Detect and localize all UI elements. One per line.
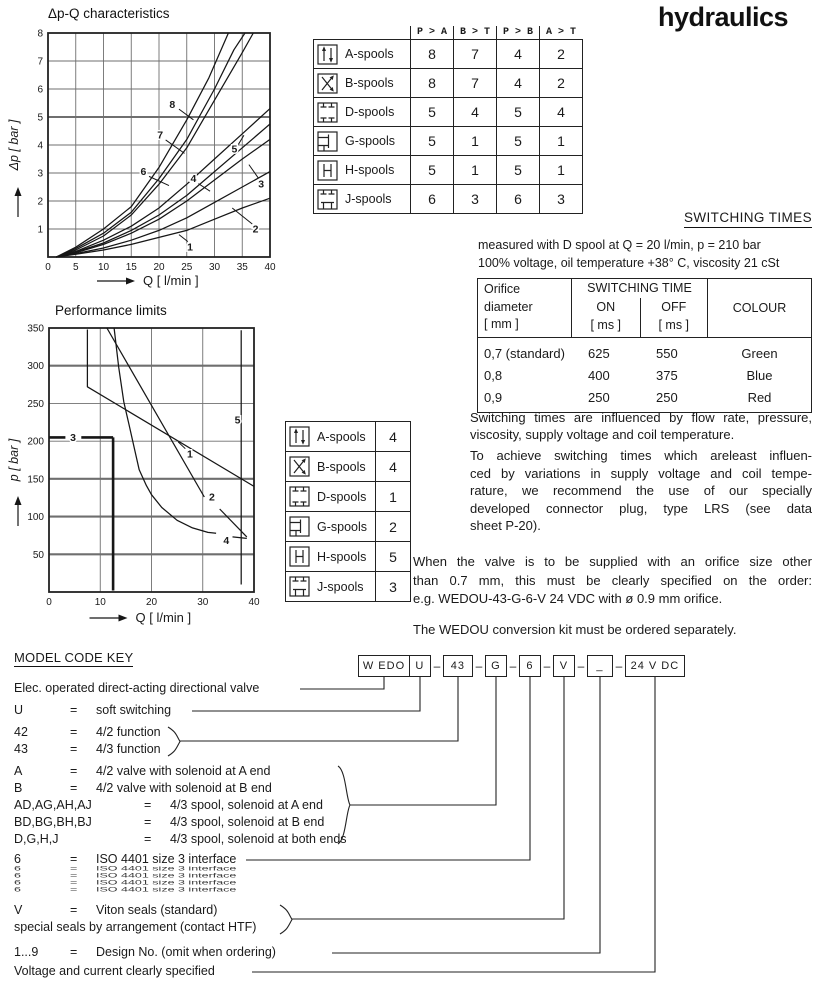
svg-text:2: 2 bbox=[209, 491, 215, 504]
model-code-code: 42 bbox=[14, 725, 28, 739]
model-code-equals: = bbox=[70, 886, 78, 894]
performance-chart-title: Performance limits bbox=[55, 303, 167, 318]
model-code-desc: Viton seals (standard) bbox=[96, 903, 218, 917]
model-code-desc: ISO 4401 size 3 interface bbox=[96, 852, 237, 866]
spool-label: B-spools bbox=[345, 76, 394, 90]
switching-times-table bbox=[477, 278, 812, 413]
model-code-desc: 4/2 valve with solenoid at A end bbox=[96, 764, 271, 778]
model-code-row bbox=[14, 886, 236, 894]
svg-text:5: 5 bbox=[231, 143, 238, 156]
svg-text:3: 3 bbox=[37, 168, 43, 180]
spool-label: G-spools bbox=[317, 519, 368, 534]
model-code-row bbox=[14, 903, 217, 919]
model-code-row bbox=[14, 945, 276, 961]
model-code-row bbox=[14, 920, 256, 936]
model-code-code: 6 bbox=[14, 879, 21, 887]
spool-row-label bbox=[314, 127, 411, 156]
svg-text:0: 0 bbox=[45, 262, 51, 273]
orifice-header: Orifice diameter [ mm ] bbox=[478, 279, 572, 337]
model-code-equals: = bbox=[70, 742, 78, 756]
spool-table-body bbox=[285, 421, 411, 602]
spool-value-cell: 4 bbox=[497, 40, 540, 69]
conversion-kit-note: The WEDOU conversion kit must be ordered separately. bbox=[413, 622, 737, 637]
svg-text:350: 350 bbox=[27, 323, 44, 335]
model-code-dash: – bbox=[577, 659, 585, 673]
model-code-desc: 4/3 spool, solenoid at A end bbox=[170, 798, 323, 812]
model-code-box: 43 bbox=[443, 655, 473, 677]
spool-value-cell: 5 bbox=[411, 127, 454, 156]
orifice-order-note bbox=[413, 553, 812, 609]
svg-text:40: 40 bbox=[248, 597, 260, 608]
switching-table-body bbox=[478, 338, 811, 412]
switching-cell: 550 bbox=[656, 345, 678, 361]
switching-cell: Green bbox=[741, 345, 778, 361]
model-code-desc: 4/3 function bbox=[96, 742, 161, 756]
svg-text:20: 20 bbox=[145, 597, 158, 608]
svg-text:20: 20 bbox=[153, 262, 165, 273]
svg-text:100: 100 bbox=[27, 512, 44, 524]
svg-text:2: 2 bbox=[37, 196, 43, 208]
spool-row-label bbox=[314, 40, 411, 69]
text-line: viscosity, supply voltage and coil temperature. bbox=[470, 426, 735, 442]
spool-value-cell: 5 bbox=[497, 127, 540, 156]
text-line: rature, we recommend the use of our specially bbox=[470, 483, 812, 498]
model-code-equals: = bbox=[70, 945, 78, 959]
svg-text:200: 200 bbox=[27, 436, 44, 448]
model-code-box: W EDO bbox=[358, 655, 410, 677]
spool-value-cell: 1 bbox=[454, 156, 497, 185]
text-line: When the valve is to be supplied with an orifice size other bbox=[413, 554, 812, 569]
model-code-dash: – bbox=[615, 659, 623, 673]
svg-text:Q [ l/min ]: Q [ l/min ] bbox=[143, 273, 199, 288]
spool-header-cell: P > A bbox=[410, 26, 453, 39]
svg-text:Δp [ bar ]: Δp [ bar ] bbox=[7, 119, 21, 171]
switching-cell: 400 bbox=[588, 367, 610, 383]
switching-note-2 bbox=[470, 447, 812, 535]
spool-label: H-spools bbox=[345, 163, 395, 177]
model-code-equals: = bbox=[70, 879, 78, 887]
model-code-box: G bbox=[485, 655, 507, 677]
spool-value-cell: 2 bbox=[540, 69, 583, 98]
spool-value-cell: 3 bbox=[540, 185, 583, 214]
spool-row-label bbox=[286, 572, 376, 602]
svg-text:7: 7 bbox=[157, 129, 164, 142]
model-code-code: U bbox=[14, 703, 24, 717]
spool-table-body bbox=[313, 39, 583, 214]
spool-label: D-spools bbox=[317, 489, 367, 504]
spool-value-cell: 4 bbox=[454, 98, 497, 127]
spool-header-cell: P > B bbox=[496, 26, 539, 39]
spool-value-cell: 7 bbox=[454, 40, 497, 69]
b-spool-icon bbox=[289, 456, 310, 477]
switching-cell: 0,8 bbox=[484, 367, 503, 383]
model-code-dash: – bbox=[433, 659, 441, 673]
g-spool-icon bbox=[317, 131, 338, 152]
switching-conditions bbox=[478, 236, 779, 272]
model-code-code: 6 bbox=[14, 886, 21, 894]
spool-value-cell: 5 bbox=[497, 156, 540, 185]
model-code-desc: special seals by arrangement (contact HTF) bbox=[14, 920, 257, 934]
svg-text:8: 8 bbox=[169, 98, 176, 111]
spool-limits-table bbox=[285, 421, 411, 602]
model-code-equals: = bbox=[70, 865, 78, 873]
model-code-desc: Voltage and current clearly specified bbox=[14, 964, 215, 978]
svg-text:p [ bar ]: p [ bar ] bbox=[7, 438, 21, 482]
switching-cell: Blue bbox=[746, 367, 773, 383]
model-code-code: 6 bbox=[14, 865, 21, 873]
text-line: sheet P-20). bbox=[470, 518, 541, 533]
svg-text:4: 4 bbox=[223, 535, 230, 548]
model-code-row bbox=[14, 832, 347, 848]
spool-row-label bbox=[286, 512, 376, 542]
spool-header-cell: A > T bbox=[539, 26, 582, 39]
b-spool-icon bbox=[317, 73, 338, 94]
model-code-equals: = bbox=[70, 852, 78, 866]
switching-cell: 0,7 (standard) bbox=[484, 345, 565, 361]
spool-value-cell: 6 bbox=[497, 185, 540, 214]
switching-table-row bbox=[478, 342, 811, 364]
switching-conditions-line2: 100% voltage, oil temperature +38° C, viscosity 21 cSt bbox=[478, 256, 780, 270]
spool-value-cell: 4 bbox=[376, 422, 411, 452]
model-code-desc: Elec. operated direct-acting directional valve bbox=[14, 681, 260, 695]
svg-text:150: 150 bbox=[27, 474, 44, 486]
performance-chart bbox=[2, 322, 282, 632]
spool-label: B-spools bbox=[317, 459, 366, 474]
svg-text:300: 300 bbox=[27, 361, 44, 373]
model-code-equals: = bbox=[70, 725, 78, 739]
spool-value-cell: 4 bbox=[540, 98, 583, 127]
model-code-equals: = bbox=[70, 703, 78, 717]
spool-value-cell: 5 bbox=[411, 98, 454, 127]
model-code-desc: ISO 4401 size 3 interface bbox=[96, 879, 237, 887]
svg-text:5: 5 bbox=[72, 262, 79, 273]
svg-text:15: 15 bbox=[125, 262, 137, 273]
spool-value-cell: 1 bbox=[454, 127, 497, 156]
spool-value-cell: 6 bbox=[411, 185, 454, 214]
model-code-row bbox=[14, 815, 324, 831]
h-spool-icon bbox=[289, 546, 310, 567]
on-header: ON [ ms ] bbox=[590, 300, 622, 332]
svg-text:6: 6 bbox=[140, 166, 147, 179]
spool-value-cell: 8 bbox=[411, 69, 454, 98]
model-code-desc: 4/2 valve with solenoid at B end bbox=[96, 781, 272, 795]
model-code-row bbox=[14, 703, 171, 719]
switching-cell: Red bbox=[747, 389, 772, 405]
model-code-equals: = bbox=[70, 903, 78, 917]
text-line: Switching times are influenced by flow rate, pressure, bbox=[470, 410, 812, 425]
svg-text:10: 10 bbox=[97, 262, 110, 273]
spool-value-cell: 1 bbox=[376, 482, 411, 512]
svg-text:1: 1 bbox=[37, 224, 43, 236]
model-code-key-section bbox=[0, 648, 816, 1000]
model-code-desc: Design No. (omit when ordering) bbox=[96, 945, 276, 959]
model-code-desc: 4/3 spool, solenoid at both ends bbox=[170, 832, 347, 846]
spool-value-cell: 8 bbox=[411, 40, 454, 69]
spool-row-label bbox=[286, 422, 376, 452]
spool-row-label bbox=[314, 69, 411, 98]
spool-value-cell: 3 bbox=[454, 185, 497, 214]
model-code-box: 24 V DC bbox=[625, 655, 685, 677]
model-code-equals: = bbox=[144, 815, 152, 829]
svg-text:50: 50 bbox=[32, 549, 44, 561]
model-code-desc: ISO 4401 size 3 interface bbox=[96, 886, 237, 894]
svg-text:2: 2 bbox=[252, 223, 259, 236]
switching-cell: 625 bbox=[588, 345, 610, 361]
svg-text:35: 35 bbox=[236, 262, 248, 273]
svg-text:0: 0 bbox=[46, 597, 52, 608]
svg-text:Q [ l/min ]: Q [ l/min ] bbox=[135, 610, 192, 625]
dpq-chart-title: Δp-Q characteristics bbox=[48, 6, 170, 21]
model-code-box: V bbox=[553, 655, 575, 677]
svg-text:1: 1 bbox=[187, 448, 193, 461]
a-spool-icon bbox=[289, 426, 310, 447]
model-code-dash: – bbox=[543, 659, 551, 673]
d-spool-icon bbox=[317, 102, 338, 123]
text-line: developed connector plug, type LRS (see data bbox=[470, 500, 812, 516]
model-code-row bbox=[14, 725, 161, 741]
spool-value-cell: 2 bbox=[540, 40, 583, 69]
a-spool-icon bbox=[317, 44, 338, 65]
model-code-box: _ bbox=[587, 655, 613, 677]
model-code-row bbox=[14, 798, 323, 814]
model-code-code: 43 bbox=[14, 742, 28, 756]
spool-row-label bbox=[286, 542, 376, 572]
svg-text:30: 30 bbox=[208, 262, 221, 273]
spool-label: J-spools bbox=[345, 192, 392, 206]
svg-text:5: 5 bbox=[234, 414, 241, 427]
model-code-box: U bbox=[409, 655, 431, 677]
svg-text:30: 30 bbox=[197, 597, 209, 608]
svg-text:3: 3 bbox=[258, 178, 265, 191]
brand-logo: hydraulics bbox=[658, 2, 789, 32]
colour-header: COLOUR bbox=[732, 301, 787, 315]
model-code-boxes bbox=[358, 655, 685, 677]
model-code-equals: = bbox=[70, 781, 78, 795]
svg-text:4: 4 bbox=[37, 140, 43, 152]
model-code-code: D,G,H,J bbox=[14, 832, 59, 846]
spool-value-cell: 2 bbox=[376, 512, 411, 542]
svg-text:1: 1 bbox=[187, 241, 194, 254]
spool-row-label bbox=[286, 452, 376, 482]
spool-value-cell: 7 bbox=[454, 69, 497, 98]
spool-label: J-spools bbox=[317, 579, 364, 594]
d-spool-icon bbox=[289, 486, 310, 507]
switching-time-group-header: SWITCHING TIME ON [ ms ] OFF [ ms ] bbox=[572, 279, 708, 337]
spool-label: G-spools bbox=[345, 134, 396, 148]
model-code-desc: ISO 4401 size 3 interface bbox=[96, 865, 237, 873]
switching-note-1 bbox=[470, 410, 812, 443]
model-code-dash: – bbox=[509, 659, 517, 673]
spool-row-label bbox=[314, 185, 411, 214]
text-line: ced by variations in supply voltage and coil tempe- bbox=[470, 465, 812, 481]
spool-header-cell: B > T bbox=[453, 26, 496, 39]
model-code-box: 6 bbox=[519, 655, 541, 677]
switching-cell: 375 bbox=[656, 367, 678, 383]
spool-label: A-spools bbox=[317, 429, 366, 444]
spool-value-cell: 3 bbox=[376, 572, 411, 602]
svg-text:10: 10 bbox=[94, 597, 106, 608]
text-line: than 0.7 mm, this must be clearly specified on the order: bbox=[413, 572, 812, 588]
g-spool-icon bbox=[289, 516, 310, 537]
spool-row-label bbox=[314, 156, 411, 185]
spool-row-label bbox=[314, 98, 411, 127]
model-code-code: 1...9 bbox=[14, 945, 39, 959]
model-code-row bbox=[14, 964, 215, 980]
model-code-dash: – bbox=[475, 659, 483, 673]
h-spool-icon bbox=[317, 160, 338, 181]
j-spool-icon bbox=[289, 576, 310, 597]
spool-label: A-spools bbox=[345, 47, 394, 61]
model-code-code: 6 bbox=[14, 852, 21, 866]
svg-text:5: 5 bbox=[37, 112, 43, 124]
model-code-row bbox=[14, 764, 270, 780]
switching-cell: 0,9 bbox=[484, 389, 503, 405]
dpq-chart bbox=[2, 22, 282, 290]
spool-flow-table bbox=[313, 26, 583, 214]
spool-label: H-spools bbox=[317, 549, 367, 564]
j-spool-icon bbox=[317, 189, 338, 210]
switching-cell: 250 bbox=[656, 389, 678, 405]
spool-value-cell: 1 bbox=[540, 127, 583, 156]
model-code-equals: = bbox=[70, 872, 78, 880]
text-line: To achieve switching times which areleast influen- bbox=[470, 448, 812, 463]
switching-table-header bbox=[478, 279, 811, 338]
switching-table-row bbox=[478, 386, 811, 408]
model-code-code: 6 bbox=[14, 872, 21, 880]
svg-text:25: 25 bbox=[181, 262, 193, 273]
svg-text:8: 8 bbox=[37, 28, 43, 40]
off-header: OFF [ ms ] bbox=[640, 298, 708, 337]
model-code-desc: soft switching bbox=[96, 703, 172, 717]
model-code-equals: = bbox=[70, 764, 78, 778]
model-code-code: B bbox=[14, 781, 23, 795]
spool-value-cell: 1 bbox=[540, 156, 583, 185]
text-line: e.g. WEDOU-43-G-6-V 24 VDC with ø 0.9 mm orifice. bbox=[413, 591, 723, 606]
switching-table-row bbox=[478, 364, 811, 386]
spool-header-spacer bbox=[313, 26, 410, 39]
model-code-desc: ISO 4401 size 3 interface bbox=[96, 872, 237, 880]
svg-text:7: 7 bbox=[37, 56, 43, 68]
model-code-row bbox=[14, 681, 259, 697]
svg-text:40: 40 bbox=[264, 262, 276, 273]
spool-label: D-spools bbox=[345, 105, 395, 119]
model-code-code: BD,BG,BH,BJ bbox=[14, 815, 92, 829]
model-code-desc: 4/3 spool, solenoid at B end bbox=[170, 815, 325, 829]
spool-value-cell: 5 bbox=[411, 156, 454, 185]
svg-text:4: 4 bbox=[190, 173, 197, 186]
switching-times-title: SWITCHING TIMES bbox=[640, 209, 812, 227]
model-code-code: A bbox=[14, 764, 23, 778]
model-code-row bbox=[14, 742, 161, 758]
svg-text:6: 6 bbox=[37, 84, 43, 96]
switching-conditions-line1: measured with D spool at Q = 20 l/min, p = 210 bar bbox=[478, 238, 761, 252]
spool-value-cell: 5 bbox=[497, 98, 540, 127]
model-code-equals: = bbox=[144, 798, 152, 812]
model-code-code: V bbox=[14, 903, 23, 917]
model-code-key-title: MODEL CODE KEY bbox=[14, 650, 134, 665]
svg-text:250: 250 bbox=[27, 398, 44, 410]
spool-value-cell: 5 bbox=[376, 542, 411, 572]
spool-value-cell: 4 bbox=[376, 452, 411, 482]
spool-row-label bbox=[286, 482, 376, 512]
model-code-row bbox=[14, 781, 272, 797]
spool-value-cell: 4 bbox=[497, 69, 540, 98]
model-code-desc: 4/2 function bbox=[96, 725, 161, 739]
model-code-equals: = bbox=[144, 832, 152, 846]
model-code-code: AD,AG,AH,AJ bbox=[14, 798, 92, 812]
switching-cell: 250 bbox=[588, 389, 610, 405]
spool-table-header bbox=[313, 26, 583, 39]
svg-text:3: 3 bbox=[70, 431, 77, 444]
